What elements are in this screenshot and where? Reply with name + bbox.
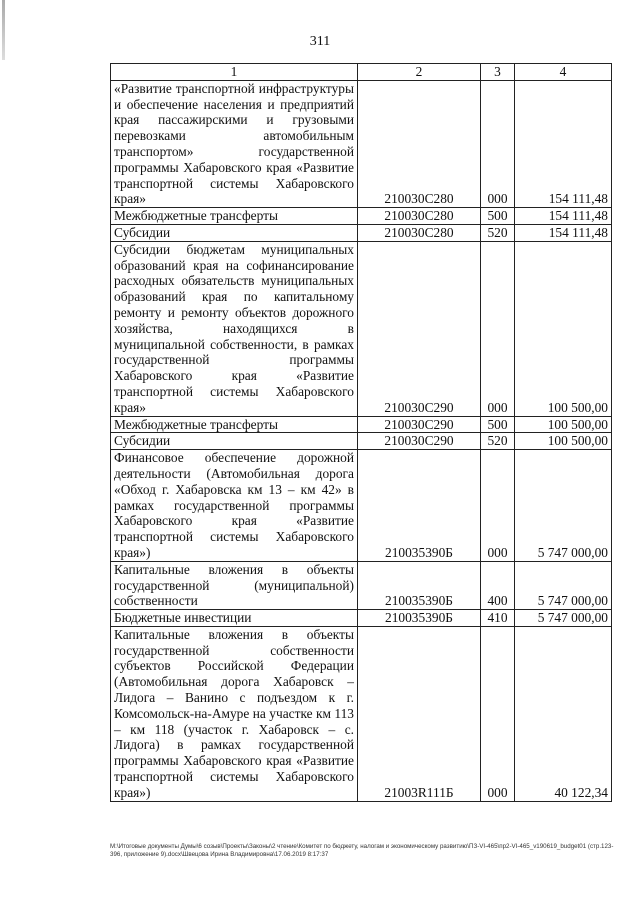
file-path-footer: M:\Итоговые документы Думы\6 созыв\Проекты\Законы\2 чтение\Комитет по бюджету, налогам и экономическому развитию\ПЗ-VI-465\пр2-VI-465_v190619_budget01 (стр.123-396, приложение 9).docx\Швецова Ирина Владимировна\17.06.2019 8:17:37 xyxy=(110,843,614,858)
row-code: 210030С290 xyxy=(358,241,481,416)
table-row xyxy=(111,610,612,627)
row-code: 210035390Б xyxy=(358,450,481,562)
table-row xyxy=(111,561,612,609)
row-amount: 100 500,00 xyxy=(515,433,612,450)
row-name: Субсидии xyxy=(111,224,358,241)
header-col-1: 1 xyxy=(111,64,358,81)
row-amount: 154 111,48 xyxy=(515,80,612,207)
row-amount: 40 122,34 xyxy=(515,626,612,801)
row-amount: 5 747 000,00 xyxy=(515,561,612,609)
row-kind: 400 xyxy=(481,561,515,609)
row-kind: 520 xyxy=(481,433,515,450)
table-row xyxy=(111,208,612,225)
row-code: 21003R111Б xyxy=(358,626,481,801)
row-name: Субсидии бюджетам муниципальных образований края на софинансирование расходных обязательств муниципальных образований края по капитальному ремонту и ремонту объектов дорожного хозяйства, находящихся в муниципальной собственности, в рамках государственной программы Хабаровского края «Развитие транспортной системы Хабаровского края» xyxy=(111,241,358,416)
row-kind: 500 xyxy=(481,416,515,433)
row-code: 210030С290 xyxy=(358,433,481,450)
row-name: Бюджетные инвестиции xyxy=(111,610,358,627)
row-amount: 154 111,48 xyxy=(515,224,612,241)
row-amount: 100 500,00 xyxy=(515,241,612,416)
row-name: Капитальные вложения в объекты государственной (муниципальной) собственности xyxy=(111,561,358,609)
row-code: 210030С280 xyxy=(358,208,481,225)
table-row xyxy=(111,80,612,207)
row-kind: 000 xyxy=(481,241,515,416)
table-row xyxy=(111,450,612,562)
row-kind: 520 xyxy=(481,224,515,241)
row-code: 210035390Б xyxy=(358,610,481,627)
row-name: Финансовое обеспечение дорожной деятельности (Автомобильная дорога «Обход г. Хабаровска км 13 – км 42» в рамках государственной программы Хабаровского края «Развитие транспортной системы Хабаровского края») xyxy=(111,450,358,562)
row-kind: 000 xyxy=(481,450,515,562)
row-amount: 100 500,00 xyxy=(515,416,612,433)
table-row xyxy=(111,416,612,433)
row-kind: 410 xyxy=(481,610,515,627)
page-number: 311 xyxy=(309,34,331,49)
budget-table xyxy=(110,63,612,802)
row-name: «Развитие транспортной инфраструктуры и обеспечение населения и предприятий края пассажирскими и грузовыми перевозками автомобильным транспортом» государственной программы Хабаровского края «Развитие транспортной системы Хабаровского края» xyxy=(111,80,358,207)
row-name: Субсидии xyxy=(111,433,358,450)
header-col-3: 3 xyxy=(481,64,515,81)
row-amount: 154 111,48 xyxy=(515,208,612,225)
row-kind: 000 xyxy=(481,80,515,207)
header-row xyxy=(111,64,612,81)
page-edge-shadow xyxy=(2,0,5,60)
row-amount: 5 747 000,00 xyxy=(515,610,612,627)
row-name: Капитальные вложения в объекты государственной собственности субъектов Российской Федерации (Автомобильная дорога Хабаровск – Лидога – Ванино с подъездом к г. Комсомольск-на-Амуре на участке км 113 – км 118 (участок г. Хабаровск – с. Лидога) в рамках государственной программы Хабаровского края «Развитие транспортной системы Хабаровского края») xyxy=(111,626,358,801)
header-col-4: 4 xyxy=(515,64,612,81)
table-row xyxy=(111,433,612,450)
table-row xyxy=(111,241,612,416)
row-amount: 5 747 000,00 xyxy=(515,450,612,562)
row-code: 210030С280 xyxy=(358,224,481,241)
header-col-2: 2 xyxy=(358,64,481,81)
row-kind: 000 xyxy=(481,626,515,801)
row-code: 210030С290 xyxy=(358,416,481,433)
table-row xyxy=(111,224,612,241)
row-code: 210030С280 xyxy=(358,80,481,207)
row-name: Межбюджетные трансферты xyxy=(111,208,358,225)
table-row xyxy=(111,626,612,801)
row-name: Межбюджетные трансферты xyxy=(111,416,358,433)
row-code: 210035390Б xyxy=(358,561,481,609)
row-kind: 500 xyxy=(481,208,515,225)
